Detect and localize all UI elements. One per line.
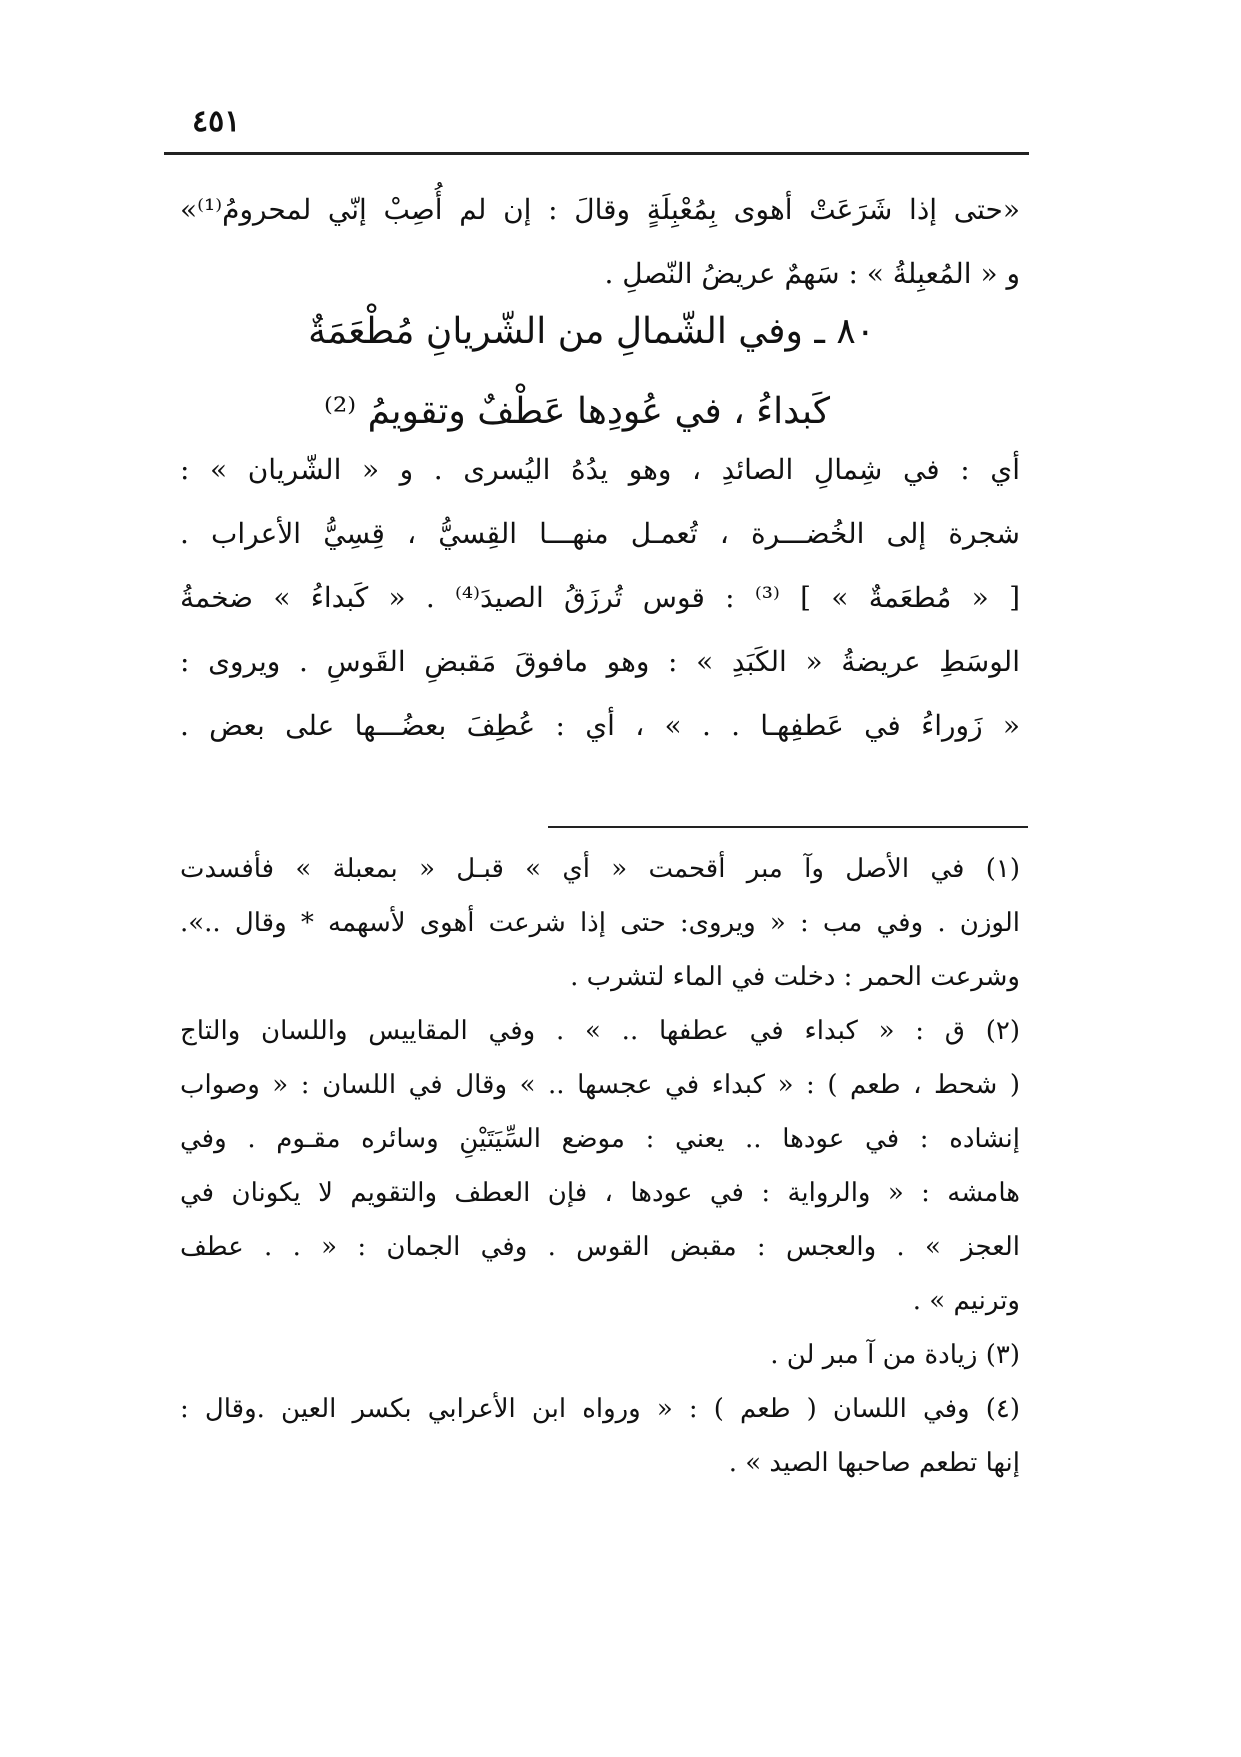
footnote-2-line-3: إنشاده : في عودها .. يعني : موضع السِّيَتَيْنِ وسائره مقـوم . وفي bbox=[180, 1124, 1020, 1154]
footnote-1-line-2: الوزن . وفي مب : « ويروى: حتى إذا شرعت أهوى لأسهمه * وقال ..». bbox=[180, 908, 1020, 938]
footnote-4-line-1: (٤) وفي اللسان ( طعم ) : « ورواه ابن الأعرابي بكسر العين .وقال : bbox=[180, 1394, 1020, 1424]
main-line-2: و « المُعبِلةُ » : سَهمٌ عريضُ النّصلِ . bbox=[604, 257, 1020, 290]
page-number: ٤٥١ bbox=[192, 104, 241, 139]
commentary bbox=[180, 438, 1020, 758]
verse-first-hemistich: ٨٠ ـ وفي الشّمالِ من الشّريانِ مُطْعَمَةٌ bbox=[308, 311, 875, 352]
footnote-4-line-2: إنها تطعم صاحبها الصيد » . bbox=[728, 1448, 1020, 1478]
footnote-3-line-1: (٣) زيادة من آ مبر لن . bbox=[770, 1340, 1020, 1370]
footnote-2-line-1: (٢) ق : « كبداء في عطفها .. » . وفي المقاييس واللسان والتاج bbox=[180, 1016, 1020, 1046]
header-divider bbox=[164, 152, 1029, 155]
footnote-2-line-6: وترنيم » . bbox=[912, 1286, 1020, 1316]
commentary-line-1: أي : في شِمالِ الصائدِ ، وهو يدُهُ اليُسرى . و « الشّريان » : bbox=[180, 453, 1020, 486]
footnote-2-line-2: ( شحط ، طعم ) : « كبداء في عجسها .. » وقال في اللسان : « وصواب bbox=[180, 1070, 1020, 1100]
footnotes bbox=[180, 842, 1020, 1490]
footnote-2-line-5: العجز » . والعجس : مقبض القوس . وفي الجمان : « . . عطف bbox=[180, 1232, 1020, 1262]
verse-80 bbox=[180, 292, 1020, 452]
footnote-2-line-4: هامشه : « والرواية : في عودها ، فإن العطف والتقويم لا يكونان في bbox=[180, 1178, 1020, 1208]
footnote-1-line-3: وشرعت الحمر : دخلت في الماء لتشرب . bbox=[570, 962, 1020, 992]
footnote-1-line-1: (١) في الأصل وآ مبر أقحمت « أي » قبـل « بمعبلة » فأفسدت bbox=[180, 854, 1020, 884]
commentary-line-3: [ « مُطعَمةٌ » ] ⁽³⁾ : قوس تُرزَقُ الصيدَ⁽⁴⁾ . « كَبداءُ » ضخمةُ bbox=[180, 581, 1020, 614]
verse-second-hemistich: كَبداءُ ، في عُودِها عَطْفٌ وتقويمُ ⁽²⁾ bbox=[324, 391, 830, 432]
commentary-line-4: الوسَطِ عريضةُ « الكَبَدِ » : وهو مافوقَ مَقبضِ القَوسِ . ويروى : bbox=[180, 645, 1020, 678]
main-line-1: «حتى إذا شَرَعَتْ أهوى بِمُعْبِلَةٍ وقالَ : إن لم أُصِبْ إنّي لمحرومُ⁽¹⁾» bbox=[180, 193, 1020, 226]
main-text bbox=[180, 178, 1020, 306]
commentary-line-5: « زَوراءُ في عَطفِهـا . . » ، أي : عُطِفَ بعضُـــها على بعض . bbox=[180, 709, 1020, 742]
commentary-line-2: شجرة إلى الخُضـــرة ، تُعمـل منهـــا القِسيُّ ، قِسِيُّ الأعراب . bbox=[180, 517, 1020, 550]
footnote-divider bbox=[548, 826, 1028, 828]
